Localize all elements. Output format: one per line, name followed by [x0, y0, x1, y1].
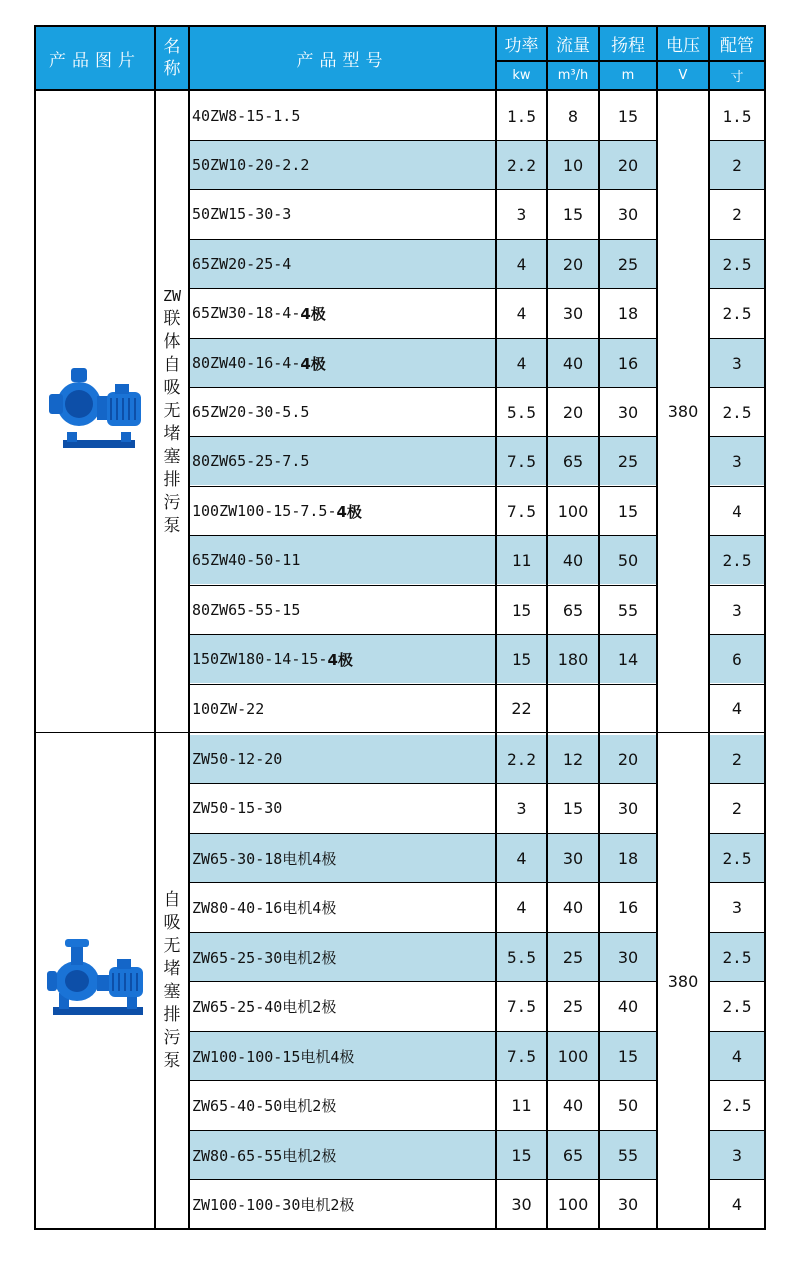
- power-cell: 3: [516, 204, 527, 224]
- row-separator: [708, 634, 766, 635]
- power-cell: 15: [497, 1131, 546, 1179]
- flow-cell: 20: [548, 240, 598, 288]
- head-cell: 25: [600, 240, 656, 288]
- model-text: 65ZW40-50-11: [192, 551, 301, 569]
- pipe-cell: 3: [710, 339, 764, 387]
- model-text: 65ZW30-18-4-: [192, 304, 301, 322]
- flow-cell: 12: [548, 735, 598, 783]
- row-separator: [188, 1130, 658, 1131]
- head-cell: 20: [600, 735, 656, 783]
- row-separator: [708, 338, 766, 339]
- pipe-cell: 3: [710, 437, 764, 485]
- flow-cell: 40: [548, 339, 598, 387]
- name-char: 自: [163, 355, 181, 375]
- row-separator: [708, 535, 766, 536]
- section1-name: [156, 91, 188, 732]
- row-separator: [188, 684, 658, 685]
- header-image-col: [36, 27, 154, 89]
- model-text: 65ZW20-30-5.5: [192, 403, 310, 421]
- name-char: 联: [163, 309, 181, 329]
- header-power-unit: kw: [497, 62, 546, 89]
- model-text: ZW100-100-30电机2极: [192, 1195, 355, 1214]
- header-head-unit: m: [600, 62, 656, 89]
- model-cell: [190, 1032, 495, 1080]
- model-text: 100ZW-22: [192, 699, 265, 718]
- header-head-label: 扬程: [600, 27, 656, 60]
- flow-cell: 15: [562, 798, 584, 818]
- pipe-cell: 6: [710, 635, 764, 683]
- row-separator: [188, 1080, 658, 1081]
- power-cell: 2.2: [497, 735, 546, 783]
- row-separator: [708, 1130, 766, 1131]
- model-cell: [190, 1131, 495, 1179]
- row-separator: [708, 436, 766, 437]
- name-char: 塞: [163, 982, 181, 1002]
- grid-line: [495, 25, 497, 1230]
- flow-cell: 40: [548, 536, 598, 584]
- power-cell: 4: [497, 240, 546, 288]
- row-separator: [708, 1080, 766, 1081]
- row-separator: [188, 486, 658, 487]
- table-row: [190, 685, 764, 732]
- pipe-cell: 2.5: [722, 303, 752, 323]
- flow-cell: 8: [567, 106, 579, 126]
- model-cell: [190, 834, 495, 882]
- table-row: [190, 1032, 764, 1080]
- model-cell: [190, 635, 495, 683]
- power-cell: 5.5: [507, 402, 536, 422]
- head-cell: 25: [600, 437, 656, 485]
- table-row: [190, 1081, 764, 1129]
- power-cell: 15: [497, 635, 546, 683]
- name-char: 吸: [163, 913, 181, 933]
- header-model-label: 产品型号: [296, 50, 389, 71]
- row-separator: [188, 981, 658, 982]
- row-separator: [708, 1031, 766, 1032]
- model-text: 100ZW100-15-7.5-: [192, 502, 337, 520]
- row-separator: [708, 833, 766, 834]
- head-cell: 55: [600, 1131, 656, 1179]
- power-cell: 11: [511, 1095, 532, 1115]
- header-power-label: 功率: [497, 27, 546, 60]
- model-cell: [190, 982, 495, 1030]
- flow-cell: 10: [548, 141, 598, 189]
- pipe-cell: 2.5: [710, 240, 764, 288]
- row-separator: [708, 239, 766, 240]
- row-separator: [188, 140, 658, 141]
- head-cell: 18: [617, 303, 639, 323]
- power-cell: 22: [511, 699, 532, 718]
- model-cell: [190, 1081, 495, 1129]
- row-separator: [188, 634, 658, 635]
- row-separator: [708, 1179, 766, 1180]
- model-text: 80ZW65-55-15: [192, 601, 301, 619]
- model-text: 40ZW8-15-1.5: [192, 107, 301, 125]
- name-char: 泵: [163, 516, 181, 536]
- model-text: 80ZW65-25-7.5: [192, 452, 310, 470]
- header-voltage-label: 电压: [658, 27, 708, 60]
- flow-cell: 65: [548, 1131, 598, 1179]
- model-cell: [190, 339, 495, 387]
- pipe-cell: 2.5: [710, 933, 764, 981]
- row-separator: [188, 535, 658, 536]
- pole-badge: 4极: [336, 502, 362, 521]
- flow-cell: 30: [562, 303, 584, 323]
- grid-line: [496, 60, 766, 62]
- head-cell: [600, 685, 656, 732]
- section2-image: [36, 734, 154, 1228]
- flow-cell: 65: [548, 437, 598, 485]
- table-row: [190, 190, 764, 238]
- power-cell: 1.5: [507, 106, 536, 126]
- model-cell: [190, 388, 495, 436]
- section2-name: [156, 734, 188, 1228]
- blue-self-priming-pump-icon: [43, 933, 147, 1029]
- name-char: 污: [163, 493, 181, 513]
- row-separator: [708, 288, 766, 289]
- row-separator: [188, 882, 658, 883]
- name-char: 堵: [163, 424, 181, 444]
- model-cell: [190, 784, 495, 832]
- row-separator: [188, 1031, 658, 1032]
- row-separator: [708, 387, 766, 388]
- row-separator: [188, 932, 658, 933]
- section1-image: [36, 91, 154, 732]
- grid-line: [188, 25, 190, 1230]
- blue-centrifugal-pump-icon: [45, 362, 145, 462]
- row-separator: [708, 585, 766, 586]
- row-separator: [188, 436, 658, 437]
- row-separator: [188, 189, 658, 190]
- power-cell: 3: [516, 798, 527, 818]
- model-text: 80ZW40-16-4-: [192, 354, 301, 372]
- row-separator: [188, 585, 658, 586]
- table-row: [190, 437, 764, 485]
- model-text: ZW50-12-20: [192, 750, 283, 768]
- pipe-cell: 4: [731, 699, 743, 718]
- pipe-cell: 3: [732, 600, 742, 620]
- row-separator: [188, 783, 658, 784]
- head-cell: 30: [617, 1194, 639, 1214]
- header-model-col: [190, 27, 495, 89]
- model-cell: [190, 92, 495, 140]
- flow-cell: 65: [562, 600, 584, 620]
- header-pipe-unit: 寸: [710, 62, 764, 89]
- model-text: ZW65-30-18电机4极: [192, 849, 337, 868]
- head-cell: 15: [600, 1032, 656, 1080]
- table-row: [190, 289, 764, 337]
- header-name-char: 称: [163, 59, 181, 79]
- model-text: ZW80-65-55电机2极: [192, 1146, 337, 1165]
- flow-cell: 100: [548, 1032, 598, 1080]
- table-row: [190, 784, 764, 832]
- header-voltage-unit: V: [658, 62, 708, 89]
- head-cell: 30: [600, 933, 656, 981]
- flow-cell: 100: [557, 501, 589, 521]
- model-cell: [190, 685, 495, 732]
- head-cell: 16: [600, 339, 656, 387]
- grid-line: [708, 25, 710, 1230]
- model-cell: [190, 1180, 495, 1228]
- power-cell: 4: [497, 339, 546, 387]
- pipe-cell: 2.5: [722, 996, 752, 1016]
- power-cell: 7.5: [507, 501, 536, 521]
- header-name-col: [156, 27, 188, 89]
- pipe-cell: 2.5: [722, 1095, 752, 1115]
- table-row: [190, 339, 764, 387]
- head-cell: 15: [617, 501, 639, 521]
- table-row: [190, 92, 764, 140]
- power-cell: 4: [516, 897, 527, 917]
- flow-cell: [548, 685, 598, 732]
- name-char: 泵: [163, 1051, 181, 1071]
- model-cell: [190, 190, 495, 238]
- name-char: 自: [163, 890, 181, 910]
- model-cell: [190, 141, 495, 189]
- head-cell: 18: [600, 834, 656, 882]
- power-cell: 7.5: [497, 1032, 546, 1080]
- pole-badge: 4极: [300, 354, 326, 373]
- table-row: [190, 141, 764, 189]
- table-row: [190, 982, 764, 1030]
- model-cell: [190, 536, 495, 584]
- name-char: ZW: [162, 287, 182, 305]
- row-separator: [708, 981, 766, 982]
- table-row: [190, 635, 764, 683]
- model-text: ZW65-25-30电机2极: [192, 948, 337, 967]
- row-separator: [708, 882, 766, 883]
- name-char: 体: [163, 332, 181, 352]
- pipe-cell: 2.5: [722, 402, 752, 422]
- head-cell: 16: [617, 897, 639, 917]
- flow-cell: 30: [548, 834, 598, 882]
- head-cell: 55: [617, 600, 639, 620]
- header-name-char: 名: [163, 37, 181, 57]
- grid-line: [34, 25, 36, 1230]
- row-separator: [708, 189, 766, 190]
- model-cell: [190, 289, 495, 337]
- pipe-cell: 2: [732, 204, 742, 224]
- table-row: [190, 536, 764, 584]
- model-text: ZW80-40-16电机4极: [192, 898, 337, 917]
- row-separator: [188, 387, 658, 388]
- table-row: [190, 1180, 764, 1228]
- model-text: 50ZW15-30-3: [192, 205, 292, 223]
- pipe-cell: 2: [731, 798, 743, 818]
- model-cell: [190, 933, 495, 981]
- header-image-label: 产品图片: [49, 50, 141, 71]
- name-char: 吸: [163, 378, 181, 398]
- row-separator: [188, 833, 658, 834]
- pipe-cell: 2: [710, 735, 764, 783]
- flow-cell: 25: [548, 933, 598, 981]
- model-cell: [190, 240, 495, 288]
- row-separator: [708, 486, 766, 487]
- pipe-cell: 4: [732, 501, 742, 521]
- flow-cell: 40: [562, 897, 584, 917]
- model-text: ZW65-40-50电机2极: [192, 1096, 337, 1115]
- header-pipe-label: 配管: [710, 27, 764, 60]
- model-text: 50ZW10-20-2.2: [192, 156, 310, 174]
- name-char: 堵: [163, 959, 181, 979]
- name-char: 污: [163, 1028, 181, 1048]
- table-row: [190, 240, 764, 288]
- row-separator: [708, 140, 766, 141]
- head-cell: 50: [600, 536, 656, 584]
- grid-line: [154, 25, 156, 1230]
- model-cell: [190, 735, 495, 783]
- model-text: ZW50-15-30: [192, 799, 283, 817]
- power-cell: 4: [516, 303, 527, 323]
- table-row: [190, 834, 764, 882]
- power-cell: 4: [497, 834, 546, 882]
- grid-line: [598, 25, 600, 1230]
- header-flow-unit: m³/h: [548, 62, 598, 89]
- flow-cell: 25: [562, 996, 584, 1016]
- row-separator: [188, 288, 658, 289]
- row-separator: [188, 239, 658, 240]
- flow-cell: 180: [548, 635, 598, 683]
- pipe-cell: 2.5: [710, 834, 764, 882]
- model-cell: [190, 883, 495, 931]
- power-cell: 7.5: [507, 996, 536, 1016]
- head-cell: 40: [617, 996, 639, 1016]
- name-char: 塞: [163, 447, 181, 467]
- table-row: [190, 883, 764, 931]
- model-cell: [190, 586, 495, 634]
- head-cell: 20: [600, 141, 656, 189]
- section2-voltage: 380: [667, 971, 699, 991]
- table-row: [190, 933, 764, 981]
- table-row: [190, 1131, 764, 1179]
- pipe-cell: 1.5: [722, 106, 752, 126]
- grid-line: [546, 25, 548, 1230]
- name-char: 排: [163, 470, 181, 490]
- table-row: [190, 586, 764, 634]
- section1-voltage: 380: [667, 402, 699, 421]
- name-char: 排: [163, 1005, 181, 1025]
- power-cell: 2.2: [497, 141, 546, 189]
- pipe-cell: 4: [731, 1194, 743, 1214]
- model-cell: [190, 487, 495, 535]
- flow-cell: 100: [557, 1194, 589, 1214]
- row-separator: [708, 684, 766, 685]
- row-separator: [188, 338, 658, 339]
- power-cell: 5.5: [497, 933, 546, 981]
- pipe-cell: 3: [710, 1131, 764, 1179]
- pole-badge: 4极: [327, 650, 353, 669]
- model-text: ZW100-100-15电机4极: [192, 1047, 355, 1066]
- grid-line: [764, 25, 766, 1230]
- flow-cell: 40: [562, 1095, 584, 1115]
- power-cell: 11: [497, 536, 546, 584]
- table-row: [190, 487, 764, 535]
- head-cell: 15: [617, 106, 639, 126]
- flow-cell: 20: [562, 402, 584, 422]
- flow-cell: 15: [562, 204, 584, 224]
- pipe-cell: 2.5: [710, 536, 764, 584]
- pipe-cell: 4: [710, 1032, 764, 1080]
- model-text: ZW65-25-40电机2极: [192, 997, 337, 1016]
- name-char: 无: [163, 401, 181, 421]
- pipe-cell: 2: [710, 141, 764, 189]
- row-separator: [708, 783, 766, 784]
- row-separator: [188, 1179, 658, 1180]
- header-flow-label: 流量: [548, 27, 598, 60]
- power-cell: 30: [511, 1194, 532, 1214]
- model-text: 150ZW180-14-15-: [192, 650, 328, 668]
- head-cell: 30: [617, 204, 639, 224]
- power-cell: 15: [511, 600, 532, 620]
- row-separator: [708, 932, 766, 933]
- power-cell: 7.5: [497, 437, 546, 485]
- grid-line: [656, 25, 658, 1230]
- head-cell: 14: [600, 635, 656, 683]
- name-char: 无: [163, 936, 181, 956]
- model-cell: [190, 437, 495, 485]
- head-cell: 30: [617, 402, 639, 422]
- head-cell: 30: [617, 798, 639, 818]
- pole-badge: 4极: [300, 304, 326, 323]
- head-cell: 50: [617, 1095, 639, 1115]
- model-text: 65ZW20-25-4: [192, 255, 292, 273]
- table-row: [190, 735, 764, 783]
- pipe-cell: 3: [731, 897, 743, 917]
- table-row: [190, 388, 764, 436]
